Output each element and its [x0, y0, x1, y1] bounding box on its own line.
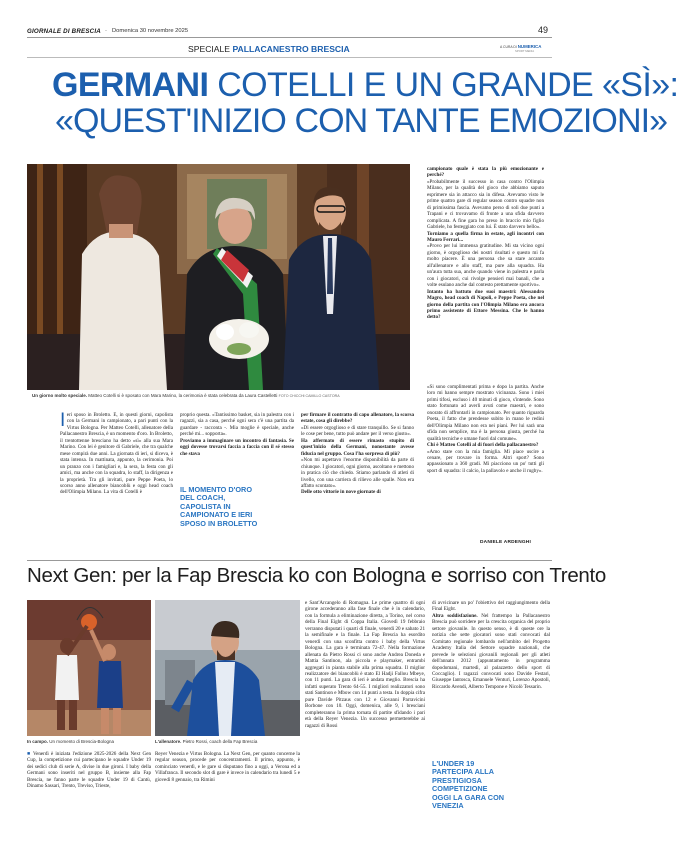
section-name: PALLACANESTRO BRESCIA	[232, 44, 350, 54]
game-photo-illustration	[27, 600, 151, 736]
section-prefix: SPECIALE	[188, 44, 231, 54]
article2-column-2: Reyer Venezia e Virtus Bologna. La Next Gen, per quanto concerne la regular season, procede per concentramenti. Il primo, appunto, è cominciato venerdì, e le gare si disputano fino a oggi, a Verona ed a Villafranca. Il secondo slot di gare è invece in calendario tra lunedì 5 e giovedì 8 gennaio, tra Rimini	[155, 751, 300, 783]
curator-block	[500, 44, 560, 53]
curator-sub: SPORT MEDIA	[515, 49, 535, 53]
separator-dot: ·	[105, 28, 107, 34]
coach-photo	[155, 600, 300, 736]
article1-column-2: proprio questa. «Tantissimo basket, sia in palestra con i ragazzi, sia a casa, perché ogni sera c'è una partita da guardare - racconta -. Mia moglie è speciale, anche perché mi... sopporta». Proviamo a immaginare un incontro di fantasia. Se oggi dovesse trovarsi faccia a faccia con il sé stesso che stava	[180, 412, 294, 457]
masthead: GIORNALE DI BRESCIA	[27, 28, 101, 35]
photo-caption	[32, 393, 407, 398]
headline-rest: COTELLI E UN GRANDE «SÌ»:	[217, 66, 678, 104]
photo-credit: FOTO CHICCHI CAMILLO CASTORA	[278, 394, 340, 398]
photo-caption-text: Matteo Cotelli si è sposato con Mara Marino, la cerimonia è stata celebrata da Laura Castelletti	[88, 393, 278, 398]
coach-photo-caption: L'allenatore. Pietro Rossi, coach della Fap Brescia	[155, 739, 258, 744]
article2-column-3: e Sant'Arcangelo di Romagna. Le prime quattro di ogni girone accederanno alla fase finale che è in calendario, con la formula a eliminazione diretta, a Torino, nel corso della Final Eight di Coppa Italia. Giovedì 19 febbraio verranno disputati i quarti di finale, venerdì 20 e sabato 21 la semifinale e la finale. La Fap Brescia ha esordito venerdì con una sconfitta contro i baby della Virtus Bologna. La gara è terminata 72-47. Nella formazione allenata da Pietro Rossi ci sono anche Andrea Doneda e Mattia Santinon, ala piccola e playmaker, entrambi aggregati in pianta stabile alla prima squadra. Il miglior realizzatore dei biancoblù è stato El Hadji Fallou Mbeye, con 11 punti. La gara di ieri è andata meglio. Brescia ha infatti superato Trento 64-55. I migliori realizzatori sono stati Santinon e Mbow con 14 punti a testa. In doppia cifra pure Davide Pitzaus con 12 e Giovanni Parravicini Borbone con 10. Oggi, domenica, alle 9, i bresciani completeranno la prima tornata di partite sfidando i pari età della Reyer Venezia. Un successo permetterebbe ai ragazzi di Rossi	[305, 600, 425, 729]
article2-subhead: Altra soddisfazione.	[432, 612, 478, 619]
game-photo	[27, 600, 151, 736]
page-number: 49	[538, 25, 549, 35]
byline: DANIELE ARDENGHI	[480, 540, 531, 545]
header-rule	[27, 37, 552, 38]
headline-team: GERMANI	[52, 66, 209, 104]
issue-date: Domenica 30 novembre 2025	[112, 28, 189, 34]
article1-column-3: per firmare il contratto di capo allenatore, la scorsa estate, cosa gli direbbe? «Di essere orgoglioso e di stare tranquillo. Se si fanno le cose per bene, tutto può andare per il verso giusto». Ha affermato di essere rimasto stupito di quest'inizio della Germani, nonostante avesse fiducia nel gruppo. Cosa l'ha sorpresa di più? «Non mi aspettavo l'enorme disponibilità da parte di chiunque. I giocatori, ogni giorno, ascoltano e mettono in pratica ciò che chiedo. Stiamo parlando di atleti di livello, con una carriera di rilievo alle spalle. Non era affatto scontato». Delle otto vittorie in nove giornate di	[301, 412, 414, 496]
article2-column-1: ■ Venerdì è iniziata l'edizione 2025-2026 della Next Gen Cup, la competizione cui partecipano le squadre Under 19 dei sedici club di serie A, divise in due gironi. I baby della Germani sono inseriti nel gruppo B, insieme alla Fap Brescia, ne fanno parte le squadre Under 19 di Cantù, Dinamo Sassari, Trento, Treviso, Trieste,	[27, 751, 152, 790]
article2-column-4: di avvicinare un po' l'obiettivo del raggiungimento della Final Eight. Altra soddisfazione. Nel frattempo la Pallacanestro Brescia può sorridere per la crescita organica del proprio settore giovanile. In questo senso, è di queste ore la notizia che sette giocatori sono stati convocati dal Comitato regionale lombardo nell'ambito del Progetto Academy Italia del Settore squadre nazionali, che prevede le selezioni giovanili regionali per gli atleti dell'annata 2012 (appuntamento in programma dopodomani, martedì, al palazzetto dello sport di Coccaglio). I ragazzi convocati sono Davide Festari, Giuseppe Iantosca, Emanuele Venturi, Lorenzo Apostoli, Riccardo Avendi, Alberto Tempone e Nicolò Tessarin.	[432, 600, 551, 690]
section-rule	[27, 57, 552, 58]
curator-label: A CURA DI NUMERICA	[500, 44, 542, 49]
article2-callout: L'UNDER 19 PARTECIPA ALLA PRESTIGIOSA COMPETIZIONE OGGI LA GARA CON VENEZIA	[432, 759, 505, 811]
article1-callout: IL MOMENTO D'ORO DEL COACH, CAPOLISTA IN CAMPIONATO E IERI SPOSO IN BROLETTO	[180, 485, 258, 528]
article2-headline: Next Gen: per la Fap Brescia ko con Bologna e sorriso con Trento	[27, 564, 607, 587]
coach-photo-illustration	[155, 600, 300, 736]
article2-bullet: ■	[27, 751, 31, 757]
article-divider	[27, 560, 552, 561]
game-photo-caption: In campo. Un momento di Brescia-Bologna	[27, 739, 115, 744]
wedding-photo	[27, 164, 410, 390]
photo-caption-lead: Un giorno molto speciale.	[32, 393, 88, 398]
wedding-photo-illustration	[27, 164, 410, 390]
section-label	[188, 44, 350, 54]
curator-brand: NUMERICA	[517, 44, 542, 49]
article1-column-5: «Si sono complimentati prima e dopo la partita. Anche loro mi hanno sempre mostrato vicinanza. Sono i miei primi tifosi, escluso i 40 minuti di gioco, s'intende. Sono stato fortunato ad averli avuti come maestri, e sono onorato di affrontarli in campionato. Per quanto riguarda Poeta, il fatto che prendesse subito in mano le redini dell'Olimpia Milano non era nei piani. Per lui sarà una sfida non semplice, ma è la persona giusta, perché ha qualità tecniche e umane fuori dal comune». Chi è Matteo Cotelli al di fuori della pallacanestro? «Amo stare con la mia famiglia. Mi piace uscire a cenare, per trovare in forma. Altri sport? Sono appassionato a 360 gradi. Mi piacciono un po' tutti gli sport di squadra: il calcio, la pallavolo e anche il rugby».	[427, 384, 544, 474]
article1-question-1: Proviamo a immaginare un incontro di fantasia. Se oggi dovesse trovarsi faccia a faccia con il sé stesso che stava	[180, 437, 294, 457]
headline-line-1	[52, 68, 678, 102]
headline-line-2: «QUEST'INIZIO CON TANTE EMOZIONI»	[55, 102, 668, 140]
dropcap: I	[60, 410, 66, 431]
article1-column-4: campionato quale è stata la più emozionante e perché? «Probabilmente il successo in casa contro l'Olimpia Milano, per la qualità del gioco che abbiamo saputo esprimere sia in attacco sia in difesa. Avevamo visto le prime quattro gare di regular season contro squadre non di primissima fascia. Avevamo perso di soli due punti a Trapani e ci trovavamo di fronte a una sfida davvero complicata. A fine gara ho preso in braccio mio figlio Gabriele, ho festeggiato con lui. È stato davvero bello». Torniamo a quella firma in estate, agli incontri con Mauro Ferrari... «Provo per lui immensa gratitudine. Mi sta vicino ogni giorno, è orgoglioso dei nostri risultati e questo mi fa molto piacere. È una persona che sa stare accanto all'allenatore e allo staff, ma pure alla squadra. Ha un'aura tutta sua, anche quando viene in palestra e parla con i giocatori, cui rivolge pensieri mai banali, che a volte esulano anche dal contesto prettamente sportivo». Intanto ha battuto due suoi maestri: Alessandro Magro, head coach di Napoli, e Peppe Poeta, che nel giorno della partita con l'Olimpia Milano era ancora primo assistente di Ettore Messina. Che le hanno detto?	[427, 166, 544, 321]
article1-column-1: Ieri sposo in Broletto. E, in questi giorni, capolista con la Germani in campionato, a pari punti con la Virtus Bologna. Per Matteo Cotelli, allenatore della Pallacanestro Brescia, è un momento d'oro. In Broletto, il trentottenne bresciano ha detto «sì» alla sua Mara Marino. Con lei è genitore di Gabriele, che tra qualche mese compirà due anni. La giornata di ieri, si diceva, è stata intensa. In mattinata, appunto, la cerimonia. Poi un pranzo con i famigliari e, la sera, la festa con gli amici, ma anche con la squadra, lo staff, la dirigenza e la proprietà. Tra gli invitati, pure Peppe Poeta, lo scorso anno allenatore biancoblù e oggi head coach dell'Olimpia Milano. La vita di Cotelli è	[60, 410, 173, 496]
